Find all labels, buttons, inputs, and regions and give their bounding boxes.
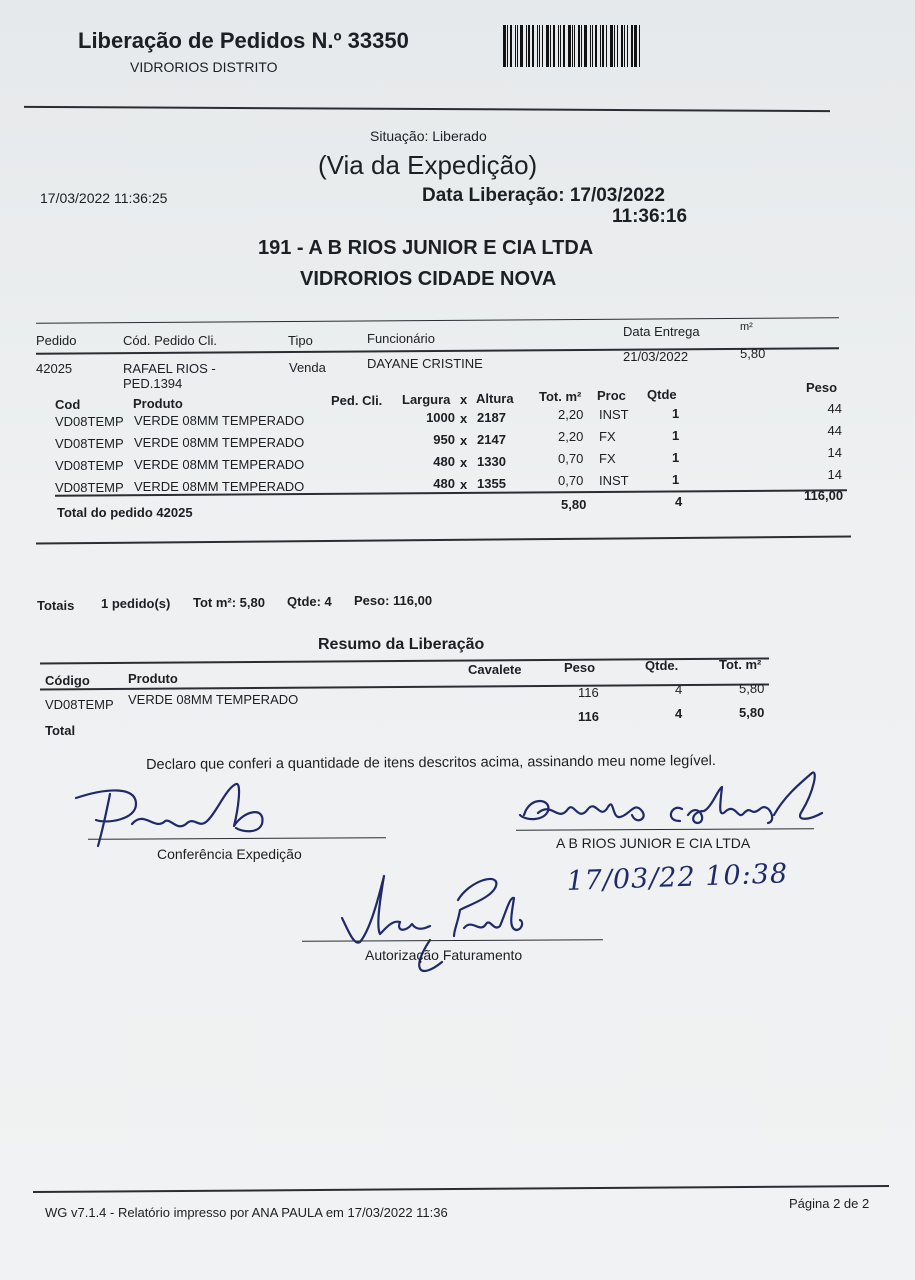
item-cod: VD08TEMP: [55, 480, 124, 495]
resumo-total-label: Total: [45, 723, 76, 738]
order-pedido: 42025: [36, 361, 73, 376]
item-qtde: 1: [672, 450, 680, 465]
item-largura: 480: [433, 454, 455, 469]
order-data-entrega: 21/03/2022: [623, 349, 689, 364]
resumo-row-qtde: 4: [675, 682, 683, 697]
barcode-bar: [621, 25, 623, 67]
barcode-bar: [600, 25, 601, 67]
via-label: (Via da Expedição): [318, 150, 538, 180]
item-qtde: 1: [672, 428, 680, 443]
item-col-tot-m2: Tot. m²: [539, 389, 582, 404]
item-proc: FX: [599, 429, 616, 444]
hora-liberacao: 11:36:16: [612, 206, 688, 227]
barcode-bar: [627, 25, 628, 67]
barcode-bar: [553, 25, 555, 67]
resumo-title: Resumo da Liberação: [318, 636, 485, 653]
conferencia-label: Conferência Expedição: [157, 846, 302, 862]
item-tot-m2: 2,20: [558, 429, 584, 444]
barcode-bar: [631, 25, 633, 67]
order-top-rule: [36, 317, 839, 324]
item-col-peso: Peso: [806, 380, 838, 395]
item-peso: 44: [827, 423, 842, 438]
item-col-ped-cli: Ped. Cli.: [331, 393, 383, 408]
barcode-bar: [639, 25, 640, 67]
item-largura: 480: [433, 476, 455, 491]
item-altura: 2147: [477, 432, 506, 447]
barcode-bar: [595, 25, 597, 67]
barcode-bar: [634, 25, 637, 67]
item-largura: 1000: [426, 410, 455, 425]
item-altura: 2187: [477, 410, 506, 425]
item-col-cod: Cod: [55, 397, 81, 412]
barcode-bar: [584, 25, 587, 67]
barcode-bar: [624, 25, 625, 67]
resumo-col-peso: Peso: [564, 660, 596, 675]
footer-page-number: Página 2 de 2: [789, 1196, 870, 1211]
resumo-total-qtde: 4: [675, 706, 683, 721]
resumo-row-tot-m2: 5,80: [739, 681, 765, 696]
item-produto: VERDE 08MM TEMPERADO: [134, 479, 305, 494]
barcode-bar: [528, 25, 530, 67]
item-produto: VERDE 08MM TEMPERADO: [134, 413, 305, 428]
barcode-bar: [574, 25, 575, 67]
order-tipo: Venda: [289, 360, 326, 375]
item-produto: VERDE 08MM TEMPERADO: [134, 457, 305, 472]
totals-pedidos: 1 pedido(s): [101, 596, 171, 611]
item-peso: 14: [827, 467, 842, 482]
item-x: x: [460, 455, 468, 470]
item-altura: 1355: [477, 476, 506, 491]
barcode-bar: [592, 25, 593, 67]
item-col-proc: Proc: [597, 388, 626, 403]
item-tot-m2: 0,70: [558, 473, 584, 488]
resumo-row-produto: VERDE 08MM TEMPERADO: [128, 692, 299, 707]
barcode-bar: [537, 25, 538, 67]
barcode-bar: [602, 25, 604, 67]
signature-conferencia: [66, 780, 286, 855]
barcode-bar: [610, 25, 613, 67]
barcode-bar: [510, 25, 512, 67]
barcode-bar: [517, 25, 518, 67]
document-title: Liberação de Pedidos N.º 33350: [78, 28, 409, 53]
barcode-bar: [507, 25, 508, 67]
barcode-bar: [542, 25, 543, 67]
order-total-m2: 5,80: [561, 497, 587, 512]
col-data-entrega: Data Entrega: [623, 324, 700, 339]
resumo-col-cavalete: Cavalete: [468, 662, 522, 677]
footer-rule: [33, 1185, 889, 1193]
barcode-bar: [526, 25, 527, 67]
barcode-bar: [503, 25, 506, 67]
order-funcionario: DAYANE CRISTINE: [367, 356, 483, 371]
col-tipo: Tipo: [288, 333, 313, 348]
item-peso: 14: [827, 445, 842, 460]
barcode-bar: [581, 25, 582, 67]
order-bottom-rule: [36, 535, 851, 544]
order-m2: 5,80: [740, 346, 766, 361]
declaration-text: Declaro que conferi a quantidade de itens descritos acima, assinando meu nome legível.: [146, 753, 716, 773]
resumo-total-peso: 116: [578, 709, 599, 724]
item-x: x: [460, 433, 468, 448]
col-funcionario: Funcionário: [367, 331, 435, 346]
item-peso: 44: [827, 401, 842, 416]
col-m2: m²: [740, 321, 753, 333]
barcode-bar: [515, 25, 516, 67]
barcode-bar: [572, 25, 573, 67]
item-qtde: 1: [672, 406, 680, 421]
order-cod-cli-2: PED.1394: [123, 376, 183, 391]
barcode-bar: [614, 25, 615, 67]
printed-datetime: 17/03/2022 11:36:25: [40, 190, 168, 206]
resumo-row-peso: 116: [578, 685, 599, 700]
barcode-bar: [550, 25, 551, 67]
item-tot-m2: 0,70: [558, 451, 584, 466]
item-x: x: [460, 411, 468, 426]
order-total-qtde: 4: [675, 494, 683, 509]
totals-m2: Tot m²: 5,80: [193, 595, 265, 610]
barcode-bar: [520, 25, 523, 67]
barcode-bar: [617, 25, 618, 67]
order-cod-cli-1: RAFAEL RIOS -: [123, 361, 216, 376]
item-col-qtde: Qtde: [647, 387, 677, 402]
data-liberacao: Data Liberação: 17/03/2022: [422, 185, 665, 206]
item-altura: 1330: [477, 454, 506, 469]
item-produto: VERDE 08MM TEMPERADO: [134, 435, 305, 450]
barcode-bar: [606, 25, 607, 67]
item-cod: VD08TEMP: [55, 414, 124, 429]
order-total-peso: 116,00: [804, 488, 844, 503]
resumo-total-m2: 5,80: [739, 705, 765, 720]
resumo-col-codigo: Código: [45, 673, 90, 688]
handwritten-date: 17/03/22 10:38: [566, 858, 789, 897]
barcode-bar: [563, 25, 565, 67]
barcode-image: [503, 25, 643, 67]
barcode-bar: [560, 25, 561, 67]
barcode-bar: [546, 25, 549, 67]
footer-printed-by: WG v7.1.4 - Relatório impresso por ANA PAULA em 17/03/2022 11:36: [45, 1205, 448, 1220]
barcode-bar: [539, 25, 540, 67]
item-largura: 950: [433, 432, 455, 447]
client-store: VIDRORIOS CIDADE NOVA: [300, 268, 557, 290]
barcode-bar: [590, 25, 591, 67]
totals-qtde: Qtde: 4: [287, 594, 332, 609]
item-tot-m2: 2,20: [558, 407, 584, 422]
situacao-label: Situação: Liberado: [370, 128, 487, 144]
barcode-bar: [558, 25, 559, 67]
barcode-bar: [578, 25, 580, 67]
barcode-bar: [532, 25, 534, 67]
resumo-col-produto: Produto: [128, 671, 178, 686]
order-total-label: Total do pedido 42025: [57, 505, 193, 520]
item-x: x: [460, 477, 468, 492]
item-proc: FX: [599, 451, 616, 466]
barcode-bar: [568, 25, 571, 67]
autorizacao-label: Autorização Faturamento: [365, 947, 523, 963]
totals-label: Totais: [37, 598, 75, 613]
order-header-rule: [36, 347, 839, 355]
item-col-produto: Produto: [133, 396, 183, 411]
item-col-largura: Largura: [402, 392, 451, 407]
cliente-label: A B RIOS JUNIOR E CIA LTDA: [556, 835, 751, 851]
item-col-x: x: [460, 392, 468, 407]
resumo-row-codigo: VD08TEMP: [45, 697, 114, 712]
totals-peso: Peso: 116,00: [354, 593, 433, 608]
company-name: VIDRORIOS DISTRITO: [130, 59, 278, 75]
signature-autorizacao: [330, 870, 530, 980]
col-cod-pedido-cli: Cód. Pedido Cli.: [123, 333, 217, 348]
client-name: 191 - A B RIOS JUNIOR E CIA LTDA: [258, 237, 594, 259]
item-proc: INST: [599, 407, 629, 422]
item-qtde: 1: [672, 472, 680, 487]
item-cod: VD08TEMP: [55, 458, 124, 473]
header-divider: [24, 106, 830, 112]
resumo-col-tot-m2: Tot. m²: [719, 657, 762, 672]
item-cod: VD08TEMP: [55, 436, 124, 451]
col-pedido: Pedido: [36, 333, 77, 348]
item-col-altura: Altura: [476, 391, 514, 406]
item-proc: INST: [599, 473, 629, 488]
resumo-col-qtde: Qtde.: [645, 658, 679, 673]
